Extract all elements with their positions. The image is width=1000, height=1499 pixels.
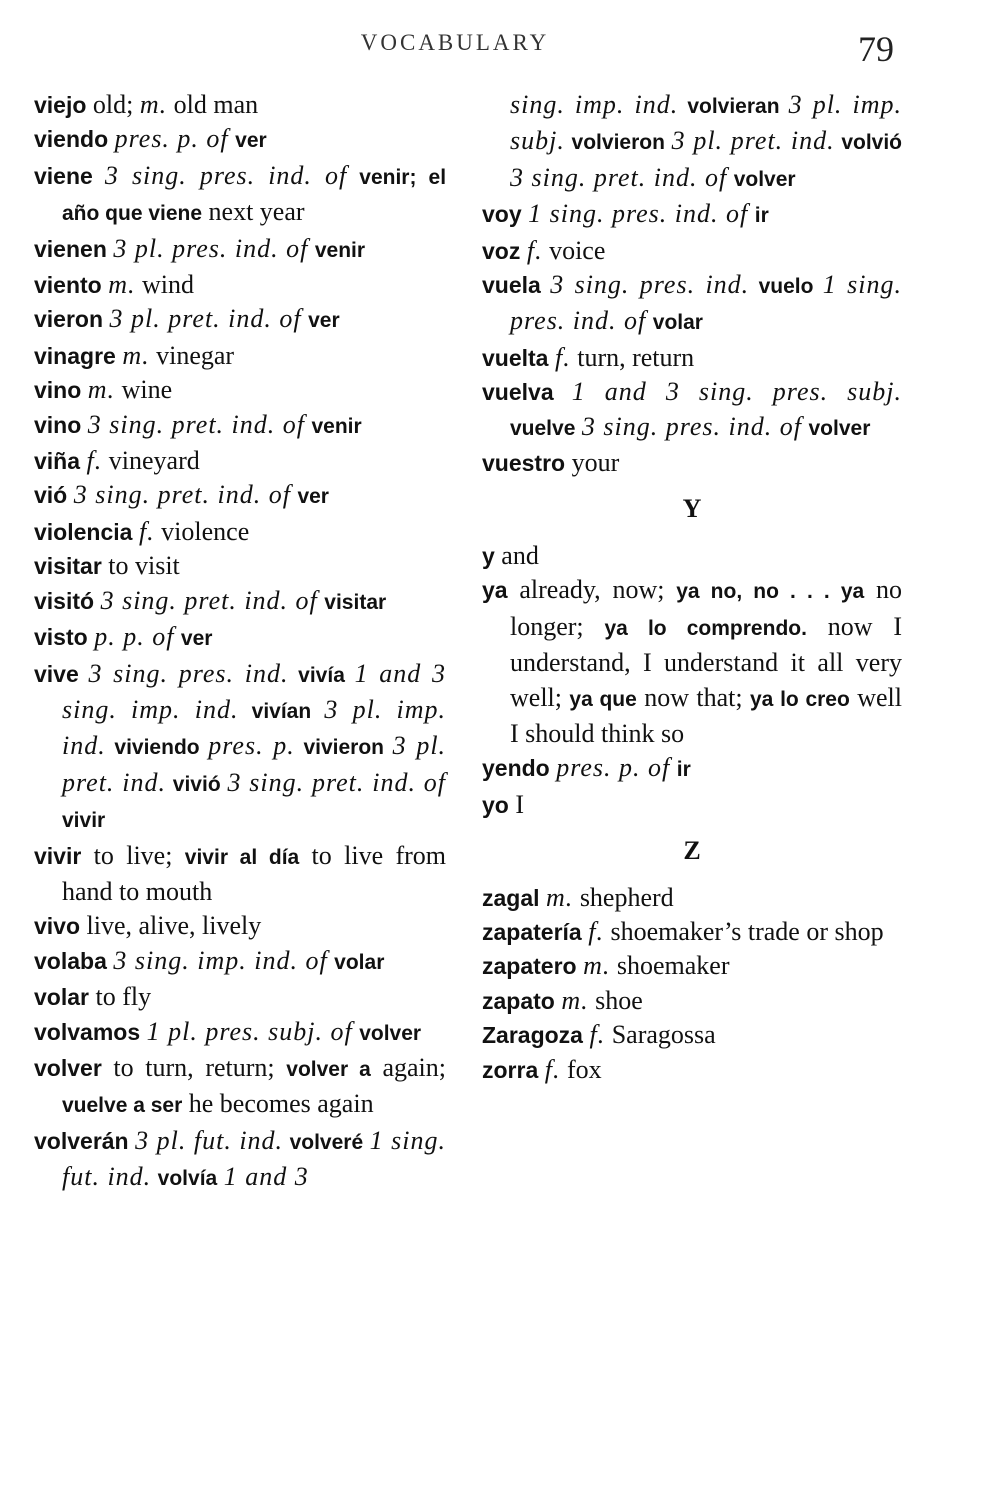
grammar-label: 3 pl. pret. ind. — [62, 731, 447, 797]
vocab-entry — [34, 549, 446, 583]
grammar-label: m. — [583, 951, 611, 981]
grammar-label: 3 sing. imp. ind. of — [113, 945, 328, 975]
spanish-phrase: volvió — [841, 131, 902, 155]
vocab-entry — [482, 949, 902, 983]
vocab-entry — [34, 88, 446, 122]
headword: viña — [34, 448, 81, 475]
gloss-text: vinegar — [149, 340, 235, 370]
spanish-phrase: venir — [314, 238, 366, 262]
headword: Zaragoza — [482, 1022, 583, 1049]
gloss-text: wine — [115, 375, 173, 405]
gloss-text — [93, 161, 105, 190]
vocab-entry — [34, 373, 446, 407]
left-column — [34, 88, 446, 1197]
grammar-label: 1 and 3 sing. imp. ind. — [62, 658, 446, 724]
spanish-phrase: ver — [297, 485, 329, 509]
spanish-phrase: ir — [676, 758, 691, 782]
gloss-text — [749, 270, 758, 299]
vocab-entry — [482, 1053, 902, 1087]
gloss-text — [780, 90, 789, 119]
vocab-entry — [482, 915, 902, 949]
gloss-text: now that; — [636, 682, 750, 712]
headword: visitó — [34, 587, 95, 614]
vocab-entry — [482, 881, 902, 915]
grammar-label: 3 sing. pres. ind. of — [581, 411, 802, 441]
gloss-text: well I should think so — [510, 682, 902, 748]
gloss-text — [311, 695, 324, 724]
grammar-label: f. — [588, 916, 604, 946]
grammar-label: p. p. of — [94, 622, 175, 652]
headword: vió — [34, 482, 68, 509]
vocab-entry — [34, 839, 446, 910]
spanish-phrase: ver — [235, 129, 267, 153]
spanish-phrase: volver a — [286, 1057, 371, 1081]
grammar-label: pres. p. — [208, 731, 295, 761]
gloss-text — [345, 659, 355, 688]
vocab-entry — [34, 1015, 446, 1051]
vocab-entry — [34, 1124, 446, 1197]
gloss-text: wind — [135, 270, 195, 300]
headword: viejo — [34, 92, 87, 118]
section-letter: Z — [683, 836, 701, 866]
grammar-label: m. — [139, 90, 168, 119]
grammar-label: f. — [589, 1020, 606, 1050]
vocab-entry — [482, 984, 902, 1018]
gloss-text: to visit — [101, 551, 180, 581]
spanish-phrase: vuelve — [510, 416, 576, 440]
headword: voy — [482, 201, 522, 228]
right-column — [482, 88, 902, 1087]
gloss-text — [678, 90, 687, 119]
vocab-entry — [34, 408, 446, 444]
grammar-label: 3 pl. imp. subj. — [510, 90, 902, 156]
spanish-phrase: volvieran — [687, 95, 780, 118]
gloss-text — [554, 377, 572, 406]
spanish-phrase: volar — [334, 950, 385, 974]
gloss-text: Saragossa — [605, 1020, 716, 1050]
gloss-text: now I understand, I understand it all very well; — [510, 611, 902, 712]
headword: viento — [34, 272, 102, 299]
grammar-label: 1 sing. pres. ind. of — [510, 270, 903, 336]
grammar-label: 3 pl. fut. ind. — [135, 1125, 284, 1155]
gloss-text: shoemaker — [610, 951, 730, 981]
spanish-phrase: vivió — [172, 772, 221, 796]
gloss-text — [347, 161, 359, 190]
gloss-text: your — [565, 448, 620, 478]
spanish-phrase: ir — [754, 204, 769, 228]
spanish-phrase: ya no, no . . . ya — [676, 580, 865, 604]
grammar-label: 3 sing. pret. ind. of — [73, 480, 291, 510]
headword: violencia — [34, 518, 133, 545]
headword: vuelta — [482, 344, 549, 371]
gloss-text: no longer; — [510, 575, 902, 641]
headword: vieron — [34, 306, 104, 333]
vocab-entry — [482, 1018, 902, 1052]
gloss-text: old; — [86, 90, 140, 119]
vocab-entry — [482, 573, 902, 751]
spanish-phrase: vivir al día — [184, 845, 300, 869]
gloss-text — [565, 126, 572, 155]
vocab-entry — [34, 478, 446, 514]
grammar-label: 1 sing. pres. ind. of — [528, 199, 749, 229]
page-number: 79 — [858, 29, 894, 69]
page-header — [0, 26, 1000, 69]
vocab-entry — [34, 268, 446, 302]
gloss-text — [288, 659, 298, 688]
vocab-entry — [34, 339, 446, 373]
spanish-phrase: volver — [359, 1021, 422, 1045]
headword: visitar — [34, 553, 102, 580]
grammar-label: f. — [138, 516, 155, 546]
grammar-label: sing. imp. ind. — [510, 90, 679, 119]
spanish-phrase: volvía — [157, 1167, 218, 1191]
gloss-text: again; — [370, 1052, 447, 1082]
spanish-phrase: volver — [808, 416, 871, 440]
headword: zapatero — [482, 953, 577, 980]
headword: vuela — [482, 272, 541, 299]
headword: volverán — [34, 1127, 129, 1154]
spanish-phrase: volver — [733, 167, 796, 191]
grammar-label: f. — [544, 1054, 561, 1084]
vocab-entry — [34, 159, 446, 232]
gloss-text — [416, 161, 428, 190]
gloss-text: he becomes again — [182, 1089, 374, 1119]
headword: zapato — [482, 987, 555, 1014]
gloss-text: I — [508, 789, 525, 819]
gloss-text: to fly — [88, 982, 152, 1012]
spanish-phrase: vuelve a ser — [62, 1094, 183, 1118]
gloss-text: shepherd — [573, 882, 674, 912]
vocab-entry — [482, 788, 902, 822]
spanish-phrase: ver — [308, 309, 340, 333]
spanish-phrase: volveré — [289, 1130, 364, 1154]
gloss-text: to live; — [81, 840, 185, 870]
headword: yo — [482, 791, 509, 818]
vocab-entry — [34, 584, 446, 620]
gloss-text: old man — [167, 90, 259, 119]
headword: vino — [34, 377, 82, 404]
grammar-label: 3 pl. imp. ind. — [62, 694, 447, 761]
section-letter: Y — [682, 494, 702, 524]
vocab-entry — [34, 122, 446, 158]
spanish-phrase: ya lo comprendo. — [604, 616, 807, 640]
gloss-text: already, now; — [507, 575, 677, 605]
gloss-text — [665, 126, 672, 155]
gloss-text: voice — [542, 235, 606, 265]
gloss-text: next year — [202, 197, 305, 227]
vocab-entry — [34, 980, 446, 1014]
vocab-entry — [34, 515, 446, 549]
grammar-label: 3 sing. pret. ind. of — [510, 162, 728, 192]
grammar-label: f. — [86, 446, 103, 476]
vocab-entry — [482, 375, 902, 446]
grammar-label: 3 sing. pres. ind. — [550, 270, 750, 300]
gloss-text — [238, 695, 251, 724]
headword: zapatería — [482, 918, 582, 945]
headword: volvamos — [34, 1018, 141, 1045]
grammar-label: 3 sing. pres. ind. of — [104, 160, 348, 190]
headword: vinagre — [34, 342, 116, 369]
spanish-phrase: venir; — [359, 165, 417, 189]
headword: volaba — [34, 947, 107, 974]
grammar-label: 1 and 3 — [223, 1162, 309, 1192]
headword: visto — [34, 624, 88, 651]
grammar-label: 3 pl. pret. ind. — [671, 126, 835, 156]
gloss-text — [200, 731, 209, 760]
spanish-phrase: ya lo creo — [749, 687, 850, 711]
spanish-phrase: volvieron — [571, 131, 665, 155]
headword: vuelva — [482, 379, 554, 406]
gloss-text: shoemaker’s trade or shop — [603, 916, 884, 946]
gloss-text: shoe — [588, 985, 643, 1015]
gloss-text — [541, 270, 550, 299]
grammar-label: f. — [554, 342, 571, 372]
grammar-label: 1 sing. fut. ind. — [62, 1125, 447, 1192]
vocab-entry — [34, 232, 446, 268]
grammar-label: m. — [108, 270, 136, 300]
gloss-text: and — [494, 540, 539, 570]
grammar-label: 3 sing. pret. ind. of — [100, 585, 318, 615]
spanish-phrase: visitar — [324, 590, 387, 614]
grammar-label: 3 pl. pres. ind. of — [113, 233, 309, 263]
headword: vivir — [34, 842, 82, 869]
vocab-entry — [482, 268, 902, 341]
headword: voz — [482, 237, 521, 264]
spanish-phrase: volar — [652, 311, 703, 335]
spanish-phrase: vivían — [251, 699, 312, 723]
grammar-label: m. — [87, 375, 116, 405]
grammar-label: m. — [122, 340, 150, 370]
grammar-label: 1 and 3 sing. pres. subj. — [571, 377, 903, 407]
grammar-label: 3 sing. pret. ind. of — [227, 767, 446, 797]
headword: yendo — [482, 755, 550, 782]
headword: vino — [34, 411, 82, 438]
spanish-phrase: vivía — [298, 663, 345, 687]
vocab-entry — [482, 539, 902, 573]
gloss-text — [813, 270, 822, 299]
headword: y — [482, 542, 495, 569]
headword: vive — [34, 660, 79, 687]
vocab-entry — [34, 1051, 446, 1124]
grammar-label: m. — [561, 985, 589, 1015]
gloss-text — [79, 659, 89, 688]
spanish-phrase: ya que — [569, 687, 637, 711]
vocab-entry — [482, 341, 902, 375]
spanish-phrase: venir — [311, 414, 362, 438]
vocab-entry — [34, 657, 446, 839]
gloss-text: violence — [154, 516, 250, 546]
headword: volar — [34, 984, 89, 1011]
vocab-entry — [34, 444, 446, 478]
headword: viene — [34, 162, 93, 189]
vocab-entry — [34, 620, 446, 656]
grammar-label: 3 pl. pret. ind. of — [109, 304, 302, 334]
gloss-text — [384, 731, 393, 760]
spanish-phrase: vivir — [62, 809, 106, 833]
headword: zagal — [482, 884, 540, 911]
spanish-phrase: viviendo — [114, 736, 200, 760]
headword: zorra — [482, 1056, 539, 1083]
headword: vivo — [34, 913, 81, 940]
vocab-entry — [482, 446, 902, 480]
vocab-entry — [482, 751, 902, 787]
gloss-text: turn, return — [570, 342, 695, 372]
vocab-entry — [34, 944, 446, 980]
headword: viendo — [34, 126, 109, 153]
grammar-label: pres. p. of — [114, 124, 229, 154]
vocab-entry — [34, 909, 446, 943]
running-title: VOCABULARY — [360, 30, 550, 55]
grammar-label: f. — [526, 235, 543, 265]
vocab-entry-continuation — [482, 88, 902, 197]
grammar-label: m. — [546, 882, 574, 912]
spanish-phrase: vuelo — [758, 275, 814, 299]
vocab-entry — [482, 197, 902, 233]
gloss-text — [166, 768, 173, 797]
gloss-text: to turn, return; — [101, 1052, 287, 1082]
grammar-label: 3 sing. pret. ind. of — [87, 409, 305, 439]
grammar-label: 3 sing. pres. ind. — [88, 658, 289, 688]
headword: ya — [482, 577, 508, 604]
vocab-entry — [482, 234, 902, 268]
gloss-text: to live from hand to mouth — [62, 840, 446, 906]
gloss-text: vineyard — [102, 446, 200, 476]
spanish-phrase: vivieron — [303, 736, 384, 760]
headword: vuestro — [482, 450, 566, 477]
grammar-label: 1 pl. pres. subj. of — [146, 1016, 353, 1046]
gloss-text: fox — [560, 1054, 602, 1084]
spanish-phrase: ver — [180, 627, 213, 651]
gloss-text: live, alive, lively — [80, 911, 262, 941]
spanish-phrase: el año que viene — [62, 165, 447, 226]
grammar-label: pres. p. of — [556, 753, 671, 783]
vocab-entry — [34, 302, 446, 338]
headword: vienen — [34, 235, 107, 262]
headword: volver — [34, 1054, 102, 1081]
